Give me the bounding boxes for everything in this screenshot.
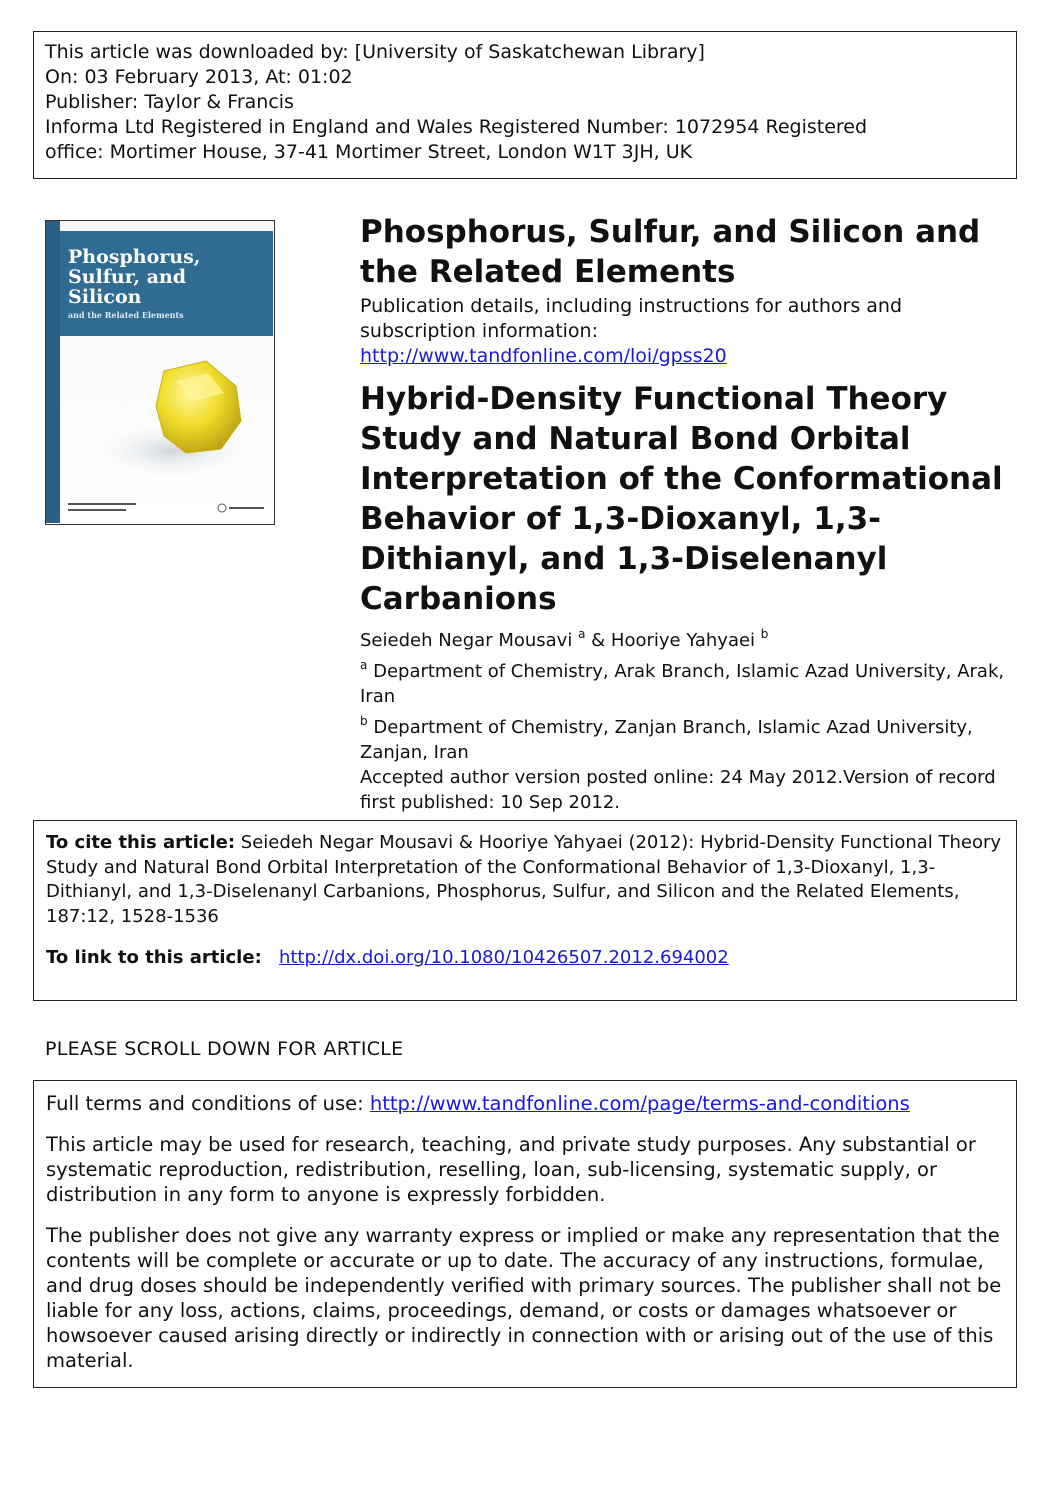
terms-link[interactable]: http://www.tandfonline.com/page/terms-and-conditions <box>369 1092 910 1115</box>
scroll-notice: PLEASE SCROLL DOWN FOR ARTICLE <box>45 1038 404 1060</box>
author-affiliation-mark: a <box>578 627 586 641</box>
registration-line: Informa Ltd Registered in England and Wales Registered Number: 1072954 Registered <box>45 116 868 138</box>
cover-title-1: Phosphorus, <box>68 246 201 268</box>
affiliation-mark: a <box>360 658 368 672</box>
author-name: Hooriye Yahyaei <box>610 630 756 651</box>
terms-link-line <box>46 1091 1004 1116</box>
disclaimer-paragraph: The publisher does not give any warranty express or implied or make any representation that the contents will be complete or accurate or up to date. The accuracy of any instructions, formulae, and drug doses should be independently verified with primary sources. The publisher shall not be liable for any loss, actions, claims, proceedings, demand, or costs or damages whatsoever or howsoever caused arising directly or indirectly in connection with or arising out of the use of this material. <box>46 1224 1002 1372</box>
publication-details <box>360 294 1010 369</box>
journal-cover-graphic <box>46 221 273 523</box>
link-label: To link to this article: <box>46 947 262 968</box>
cite-label: To cite this article: <box>46 832 236 853</box>
citation-box <box>33 820 1017 1001</box>
affiliation-text: Department of Chemistry, Zanjan Branch, Islamic Azad University, Zanjan, Iran <box>360 717 973 763</box>
terms-label: Full terms and conditions of use: <box>46 1092 370 1115</box>
article-title: Hybrid-Density Functional Theory Study and Natural Bond Orbital Interpretation of the Conformational Behavior of 1,3-Dioxanyl, 1,3-Dithianyl, and 1,3-Diselenanyl Carbanions <box>360 381 1003 617</box>
usage-paragraph: This article may be used for research, teaching, and private study purposes. Any substantial or systematic reproduction, redistribution, reselling, loan, sub-licensing, systematic supply, or distribution in any form to anyone is expressly forbidden. <box>46 1133 976 1206</box>
citation-text <box>46 831 1004 929</box>
cover-title-4: and the Related Elements <box>68 310 184 320</box>
author-affiliation-mark: b <box>760 627 769 641</box>
authors-line <box>360 629 1010 653</box>
download-date-line: On: 03 February 2013, At: 01:02 <box>45 66 353 88</box>
doi-link[interactable]: http://dx.doi.org/10.1080/10426507.2012.694002 <box>278 947 729 968</box>
office-line: office: Mortimer House, 37-41 Mortimer Street, London W1T 3JH, UK <box>45 141 693 163</box>
download-notice-line: This article was downloaded by: [University of Saskatchewan Library] <box>45 41 705 63</box>
publication-history: Accepted author version posted online: 24 May 2012.Version of record first published: 10 Sep 2012. <box>360 767 996 813</box>
article-details-column <box>360 212 1010 815</box>
publisher-line: Publisher: Taylor & Francis <box>45 91 294 113</box>
download-notice-box <box>33 31 1017 179</box>
author-separator: & <box>585 630 611 651</box>
publication-details-text: Publication details, including instructions for authors and subscription information: <box>360 295 903 342</box>
journal-title: Phosphorus, Sulfur, and Silicon and the Related Elements <box>360 214 981 290</box>
affiliation-a <box>360 659 1010 709</box>
journal-cover-image <box>45 220 275 525</box>
cover-title-2: Sulfur, and <box>68 266 187 288</box>
article-link-line <box>46 946 1004 971</box>
terms-box <box>33 1080 1017 1388</box>
affiliation-b <box>360 715 1010 765</box>
affiliation-mark: b <box>360 714 368 728</box>
author-name: Seiedeh Negar Mousavi <box>360 630 573 651</box>
affiliation-text: Department of Chemistry, Arak Branch, Islamic Azad University, Arak, Iran <box>360 661 1005 707</box>
journal-url-link[interactable]: http://www.tandfonline.com/loi/gpss20 <box>360 345 727 367</box>
cover-title-3: Silicon <box>68 286 142 308</box>
cite-content: Seiedeh Negar Mousavi & Hooriye Yahyaei (2012): Hybrid-Density Functional Theory Study and Natural Bond Orbital Interpretation of the Conformational Behavior of 1,3-Dioxanyl, 1,3-Dithianyl, and 1,3-Diselenanyl Carbanions, Phosphorus, Sulfur, and Silicon and the Related Elements, 187:12, 1528-1536 <box>46 832 1002 927</box>
cover-spine <box>46 221 60 523</box>
